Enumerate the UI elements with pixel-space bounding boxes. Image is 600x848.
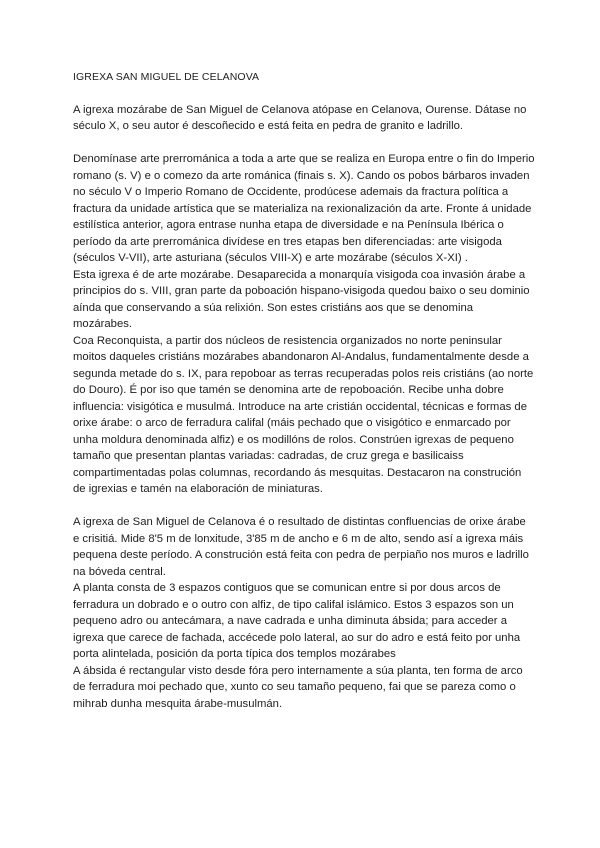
paragraph-absida: A ábsida é rectangular visto desde fóra pero internamente a súa planta, ten forma de arco de ferradura moi pechado que, xunto co seu tamaño pequeno, fai que se pareza como o mihrab dunha mesquita árabe-musulmán. bbox=[73, 664, 523, 710]
spacer bbox=[73, 135, 535, 152]
spacer bbox=[73, 86, 535, 102]
paragraph-mozarabe: Esta igrexa é de arte mozárabe. Desaparecida a monarquía visigoda coa invasión árabe a principios do s. VIII, gran parte da poboación hispano-visigoda quedou baixo o seu dominio aínda que conservando a súa relixión. Son estes cristiáns aos que se denomina mozárabes. bbox=[73, 268, 530, 330]
spacer bbox=[73, 498, 535, 515]
paragraph-prerromanico: Denomínase arte prerrománica a toda a arte que se realiza en Europa entre o fin do Imperio romano (s. V) e o comezo da arte románica (finais s. X). Cando os pobos bárbaros invaden no século V o Imperio Romano de Occidente, prodúcese ademais da fractura política a fractura da unidade artística que se materializa na rexionalización da arte. Fronte á unidade estilística anterior, agora entrase nunha etapa de diversidade e na Península Ibérica o período da arte prerrománica divídese en tres etapas ben diferenciadas: arte visigoda (séculos V-VII), arte asturiana (séculos VIII-X) e arte mozárabe (séculos X-XI) . bbox=[73, 153, 535, 264]
document-title: IGREXA SAN MIGUEL DE CELANOVA bbox=[73, 71, 260, 83]
paragraph-dimensions: A igrexa de San Miguel de Celanova é o resultado de distintas confluencias de orixe árabe e crisitiá. Mide 8'5 m de lonxitude, 3'85 m de ancho e 6 m de alto, sendo así a igrexa máis pequena deste período. A construción está feita con pedra de perpiaño nos muros e ladrillo na bóveda central. bbox=[73, 516, 529, 578]
paragraph-planta: A planta consta de 3 espazos contiguos que se comunican entre si por dous arcos de ferradura un dobrado e o outro con alfiz, de tipo califal islámico. Estos 3 espazos son un pequeno adro ou antecámara, a nave cadrada e unha diminuta ábsida; para acceder a igrexa que carece de fachada, accécede polo lateral, ao sur do adro e está feito por unha porta alintelada, posición da porta típica dos templos mozárabes bbox=[73, 582, 521, 660]
paragraph-reconquista: Coa Reconquista, a partir dos núcleos de resistencia organizados no norte peninsular moitos daqueles cristiáns mozárabes abandonaron Al-Andalus, fundamentalmente desde a segunda metade do s. IX, para repoboar as terras recuperadas polos reis cristiáns (ao norte do Douro). É por iso que tamén se denomina arte de repoboación. Recibe unha dobre influencia: visigótica e musulmá. Introduce na arte cristián occidental, técnicas e formas de orixe árabe: o arco de ferradura califal (máis pechado que o visigótico e enmarcado por unha moldura denominada alfiz) e os modillóns de rolos. Constrúen igrexas de pequeno tamaño que presentan plantas variadas: cadradas, de cruz grega e basilicaiss compartimentadas polas columnas, recordando ás mesquitas. Destacaron na construción de igrexias e tamén na elaboración de miniaturas. bbox=[73, 334, 534, 495]
document-body bbox=[73, 69, 535, 712]
paragraph-intro: A igrexa mozárabe de San Miguel de Celanova atópase en Celanova, Ourense. Dátase no século X, o seu autor é descoñecido e está feita en pedra de granito e ladrillo. bbox=[73, 103, 527, 132]
